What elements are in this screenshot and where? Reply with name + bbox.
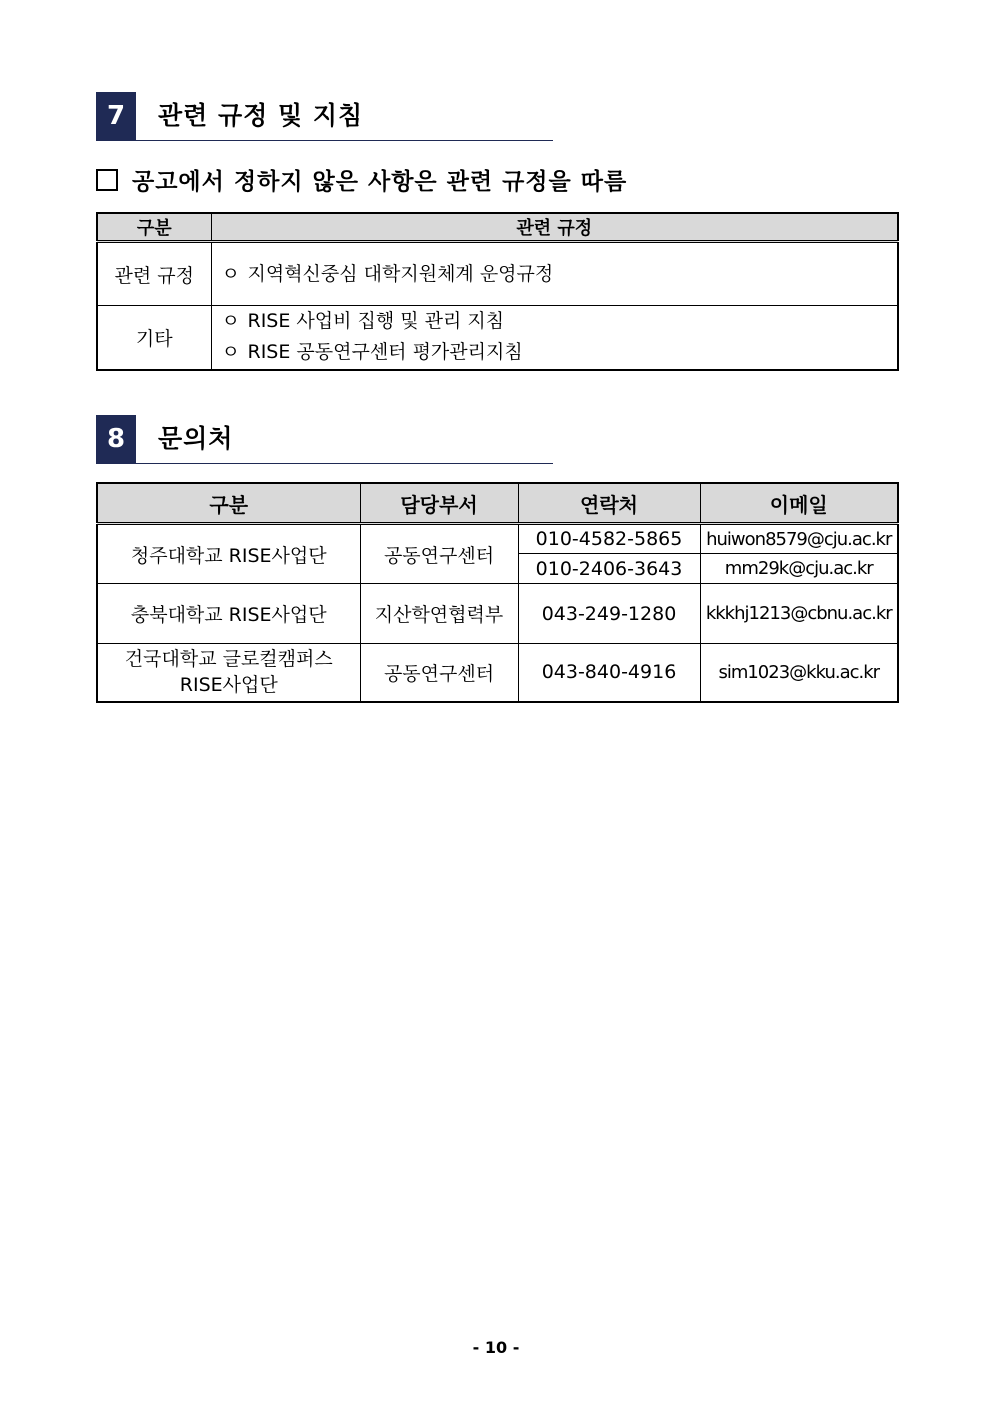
list-item: ㅇ RISE 사업비 집행 및 관리 지침 (222, 306, 898, 337)
column-header: 이메일 (700, 483, 898, 524)
table-header-row (97, 483, 898, 524)
email-cell: mm29k@cju.ac.kr (700, 554, 898, 584)
section-number: 7 (96, 92, 136, 140)
column-header: 구분 (97, 213, 211, 242)
section-title: 관련 규정 및 지침 (158, 101, 364, 130)
org-cell: 청주대학교 RISE사업단 (97, 524, 360, 584)
phone-cell: 043-249-1280 (518, 584, 700, 644)
table-row (97, 524, 898, 554)
table-row (97, 306, 898, 370)
category-cell: 관련 규정 (97, 242, 211, 306)
bullet-circle-icon: ㅇ (221, 262, 240, 285)
items-cell (211, 242, 898, 306)
list-item: ㅇ 지역혁신중심 대학지원체계 운영규정 (222, 259, 898, 290)
column-header: 연락처 (518, 483, 700, 524)
category-cell: 기타 (97, 306, 211, 370)
section-title: 문의처 (158, 424, 234, 453)
column-header: 관련 규정 (211, 213, 898, 242)
checkbox-square-icon (96, 169, 118, 191)
dept-cell: 지산학연협력부 (360, 584, 518, 644)
table-header-row (97, 213, 898, 242)
org-cell: 충북대학교 RISE사업단 (97, 584, 360, 644)
section-number: 8 (96, 415, 136, 463)
notice-text: 공고에서 정하지 않은 사항은 관련 규정을 따름 (132, 169, 628, 195)
items-cell (211, 306, 898, 370)
notice-line (96, 165, 627, 199)
bullet-circle-icon: ㅇ (221, 341, 240, 364)
phone-cell: 010-4582-5865 (518, 524, 700, 554)
table-row (97, 242, 898, 306)
page-number: - 10 - (472, 1338, 520, 1357)
phone-cell: 010-2406-3643 (518, 554, 700, 584)
column-header: 구분 (97, 483, 360, 524)
org-cell: 건국대학교 글로컬캠퍼스 RISE사업단 (97, 644, 360, 702)
email-cell: huiwon8579@cju.ac.kr (700, 524, 898, 554)
dept-cell: 공동연구센터 (360, 644, 518, 702)
email-cell: sim1023@kku.ac.kr (700, 644, 898, 702)
list-item: ㅇ RISE 공동연구센터 평가관리지침 (222, 337, 898, 368)
regulation-table (96, 212, 899, 371)
bullet-circle-icon: ㅇ (221, 310, 240, 333)
section-7-heading (96, 92, 553, 141)
email-cell: kkkhj1213@cbnu.ac.kr (700, 584, 898, 644)
dept-cell: 공동연구센터 (360, 524, 518, 584)
section-8-heading (96, 415, 553, 464)
table-row (97, 644, 898, 702)
phone-cell: 043-840-4916 (518, 644, 700, 702)
column-header: 담당부서 (360, 483, 518, 524)
table-row (97, 584, 898, 644)
contact-table (96, 482, 899, 703)
